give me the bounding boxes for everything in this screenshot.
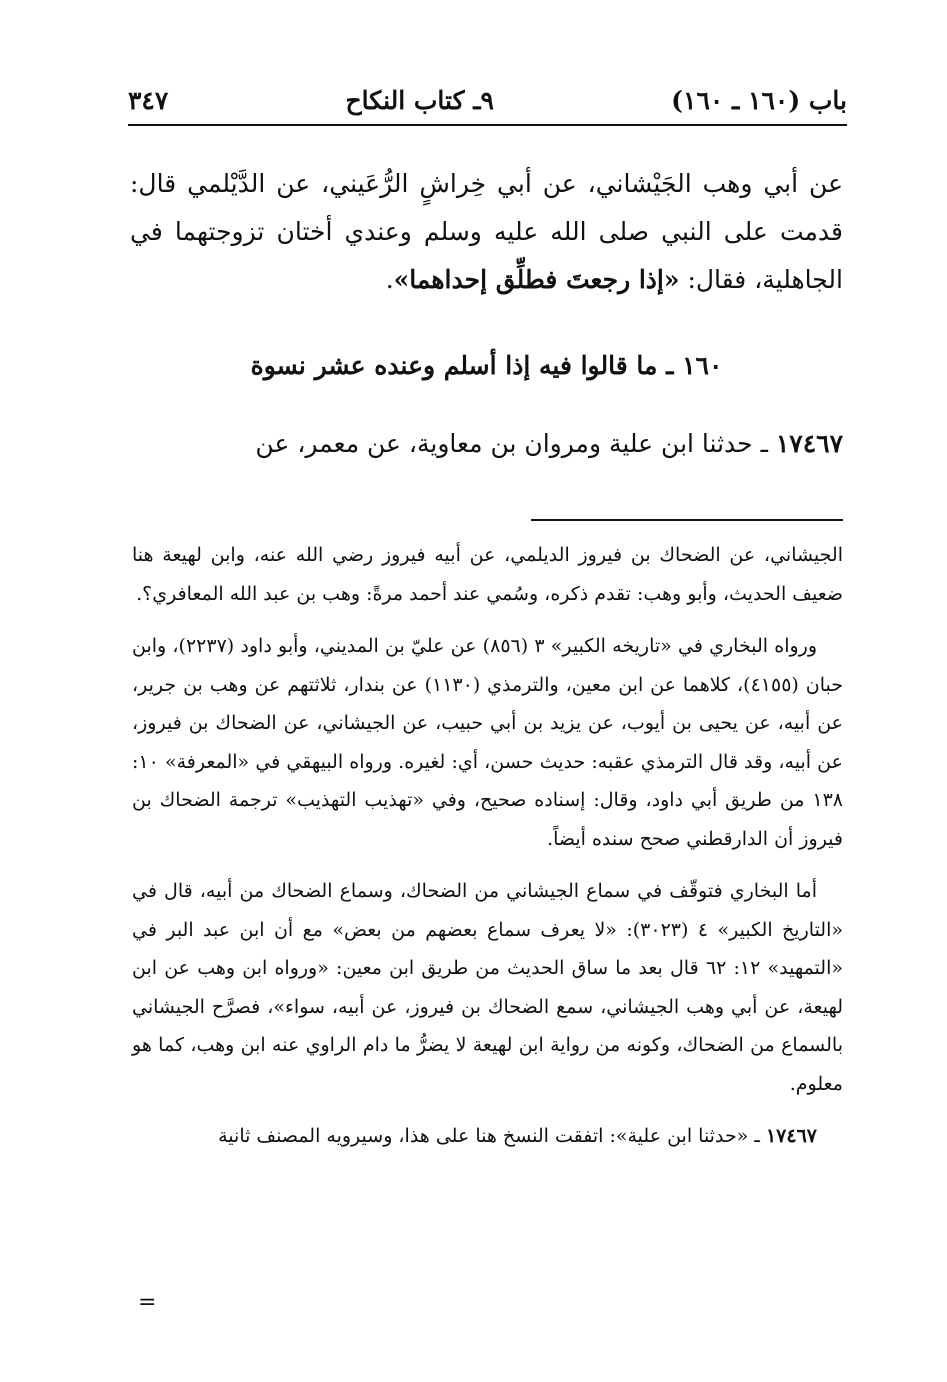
continuation-mark: = bbox=[138, 1290, 157, 1315]
book-title: ٩ـ كتاب النكاح bbox=[345, 86, 494, 115]
text-line-1: عن أبي وهب الجَيْشاني، عن أبي خِراشٍ الرُّعَيني، عن الدَّيْلمي قال: bbox=[130, 169, 843, 198]
footnote-number: ١٧٤٦٧ bbox=[765, 1125, 817, 1147]
page-header bbox=[128, 82, 847, 118]
main-text-paragraph bbox=[130, 160, 843, 304]
prophet-quote: «إذا رجعتَ فطلِّق إحداهما» bbox=[393, 265, 680, 294]
quote-end: . bbox=[385, 265, 394, 294]
footnote-para-3: أما البخاري فتوقّف في سماع الجيشاني من الضحاك، وسماع الضحاك من أبيه، قال في «التاريخ الكبير» ٤ (٣٠٢٣): «لا يعرف سماع بعضهم من بعض» مع أن ابن عبد البر في «التمهيد» ١٢: ٦٢ قال بعد ما ساق الحديث من طريق ابن معين: «ورواه ابن وهب عن ابن لهيعة، عن أبي وهب الجيشاني، سمع الضحاك بن فيروز، عن أبيه، سواء»، فصرَّح الجيشاني بالسماع من الضحاك، وكونه من رواية ابن لهيعة لا يضرُّ ما دام الراوي عنه ابن وهب، كما هو معلوم. bbox=[132, 880, 843, 1095]
chapter-range: باب (١٦٠ ـ ١٦٠) bbox=[671, 86, 847, 115]
hadith-text: ـ حدثنا ابن علية ومروان بن معاوية، عن معمر، عن bbox=[255, 429, 776, 458]
main-text bbox=[130, 160, 843, 304]
page-number: ٣٤٧ bbox=[128, 86, 169, 115]
footnote-note bbox=[132, 1117, 843, 1156]
hadith-paragraph bbox=[130, 420, 843, 468]
footnote-para-2: ورواه البخاري في «تاريخه الكبير» ٣ (٨٥٦) عن عليّ بن المديني، وأبو داود (٢٢٣٧)، وابن حبان (٤١٥٥)، كلاهما عن ابن معين، والترمذي (١١٣٠) عن بندار، ثلاثتهم عن وهب بن جرير، عن أبيه، عن يحيى بن أيوب، عن يزيد بن أبي حبيب، عن الجيشاني، عن الضحاك بن فيروز، عن أبيه، وقد قال الترمذي عقبه: حديث حسن، أي: لغيره. ورواه البيهقي في «المعرفة» ١٠: ١٣٨ من طريق أبي داود، وقال: إسناده صحيح، وفي «تهذيب التهذيب» ترجمة الضحاك بن فيروز أن الدارقطني صحح سنده أيضاً. bbox=[132, 635, 843, 850]
text-line-3: الجاهلية، فقال: bbox=[679, 265, 843, 294]
header-rule bbox=[128, 124, 847, 126]
hadith-number: ١٧٤٦٧ bbox=[775, 429, 843, 458]
footnote-note-text: ـ «حدثنا ابن علية»: اتفقت النسخ هنا على هذا، وسيرويه المصنف ثانية bbox=[218, 1125, 766, 1147]
chapter-heading: ١٦٠ ـ ما قالوا فيه إذا أسلم وعنده عشر نسوة bbox=[250, 351, 723, 380]
footnotes bbox=[132, 536, 843, 1156]
footnote-separator bbox=[531, 519, 843, 521]
footnote-para-1: الجيشاني، عن الضحاك بن فيروز الديلمي، عن أبيه فيروز رضي الله عنه، وابن لهيعة هنا ضعيف الحديث، وأبو وهب: تقدم ذكره، وسُمي عند أحمد مرةً: وهب بن عبد الله المعافري؟. bbox=[132, 544, 843, 605]
text-line-2: قدمت على النبي صلى الله عليه وسلم وعندي أختان تزوجتهما في bbox=[130, 217, 843, 246]
